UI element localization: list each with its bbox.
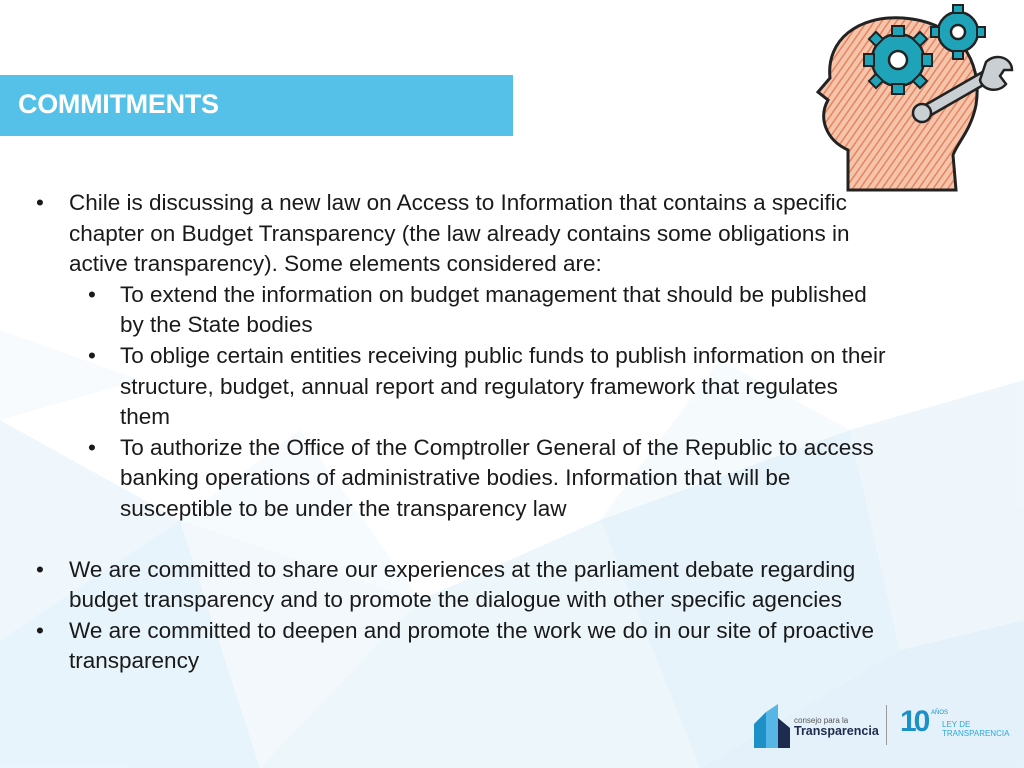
bullet-marker: • — [88, 281, 96, 307]
logo-divider — [886, 705, 887, 745]
bullet-marker: • — [88, 434, 96, 460]
footer-logos — [750, 700, 1024, 768]
spacer — [30, 525, 890, 555]
list-item — [30, 555, 890, 616]
anos-text: AÑOS — [931, 710, 949, 716]
bullet-marker: • — [36, 190, 44, 215]
transparencia-text: TRANSPARENCIA — [942, 729, 1010, 738]
ley-de-text: LEY DE — [942, 720, 971, 729]
bullet-text: Chile is discussing a new law on Access to Information that contains a specific chapter on Budget Transparency (the law already contains some obligations in active transparency). Some elements considered are: — [69, 190, 850, 277]
gear-large-icon — [864, 26, 932, 94]
slide-title: COMMITMENTS — [18, 89, 219, 119]
list-item — [30, 616, 890, 677]
consejo-name-text: Transparencia — [794, 724, 879, 738]
bullet-marker: • — [36, 617, 44, 643]
sub-bullet-text: To extend the information on budget management that should be published by the State bodies — [120, 281, 867, 338]
list-item — [30, 188, 890, 280]
title-bar — [0, 75, 513, 136]
sub-bullet-text: To authorize the Office of the Comptroller General of the Republic to access banking operations of administrative bodies. Information that will be susceptible to be under the transparency law — [120, 434, 874, 521]
sub-list-item — [30, 433, 890, 525]
consejo-small-text: consejo para la — [794, 716, 849, 725]
sub-list-item — [30, 280, 890, 341]
bullet-marker: • — [88, 342, 96, 368]
bullet-text: We are committed to deepen and promote the work we do in our site of proactive transparency — [69, 617, 875, 674]
head-with-gears-illustration — [808, 0, 1024, 200]
bullet-list — [30, 188, 890, 677]
consejo-transparencia-logo-icon — [752, 704, 792, 748]
bullet-text: We are committed to share our experiences at the parliament debate regarding budget transparency and to promote the dialogue with other specific agencies — [69, 556, 856, 613]
sub-bullet-text: To oblige certain entities receiving public funds to publish information on their structure, budget, annual report and regulatory framework that regulates them — [120, 342, 886, 430]
ten-years-number: 10 — [900, 705, 928, 738]
sub-list-item — [30, 341, 890, 433]
bullet-marker: • — [36, 556, 44, 582]
